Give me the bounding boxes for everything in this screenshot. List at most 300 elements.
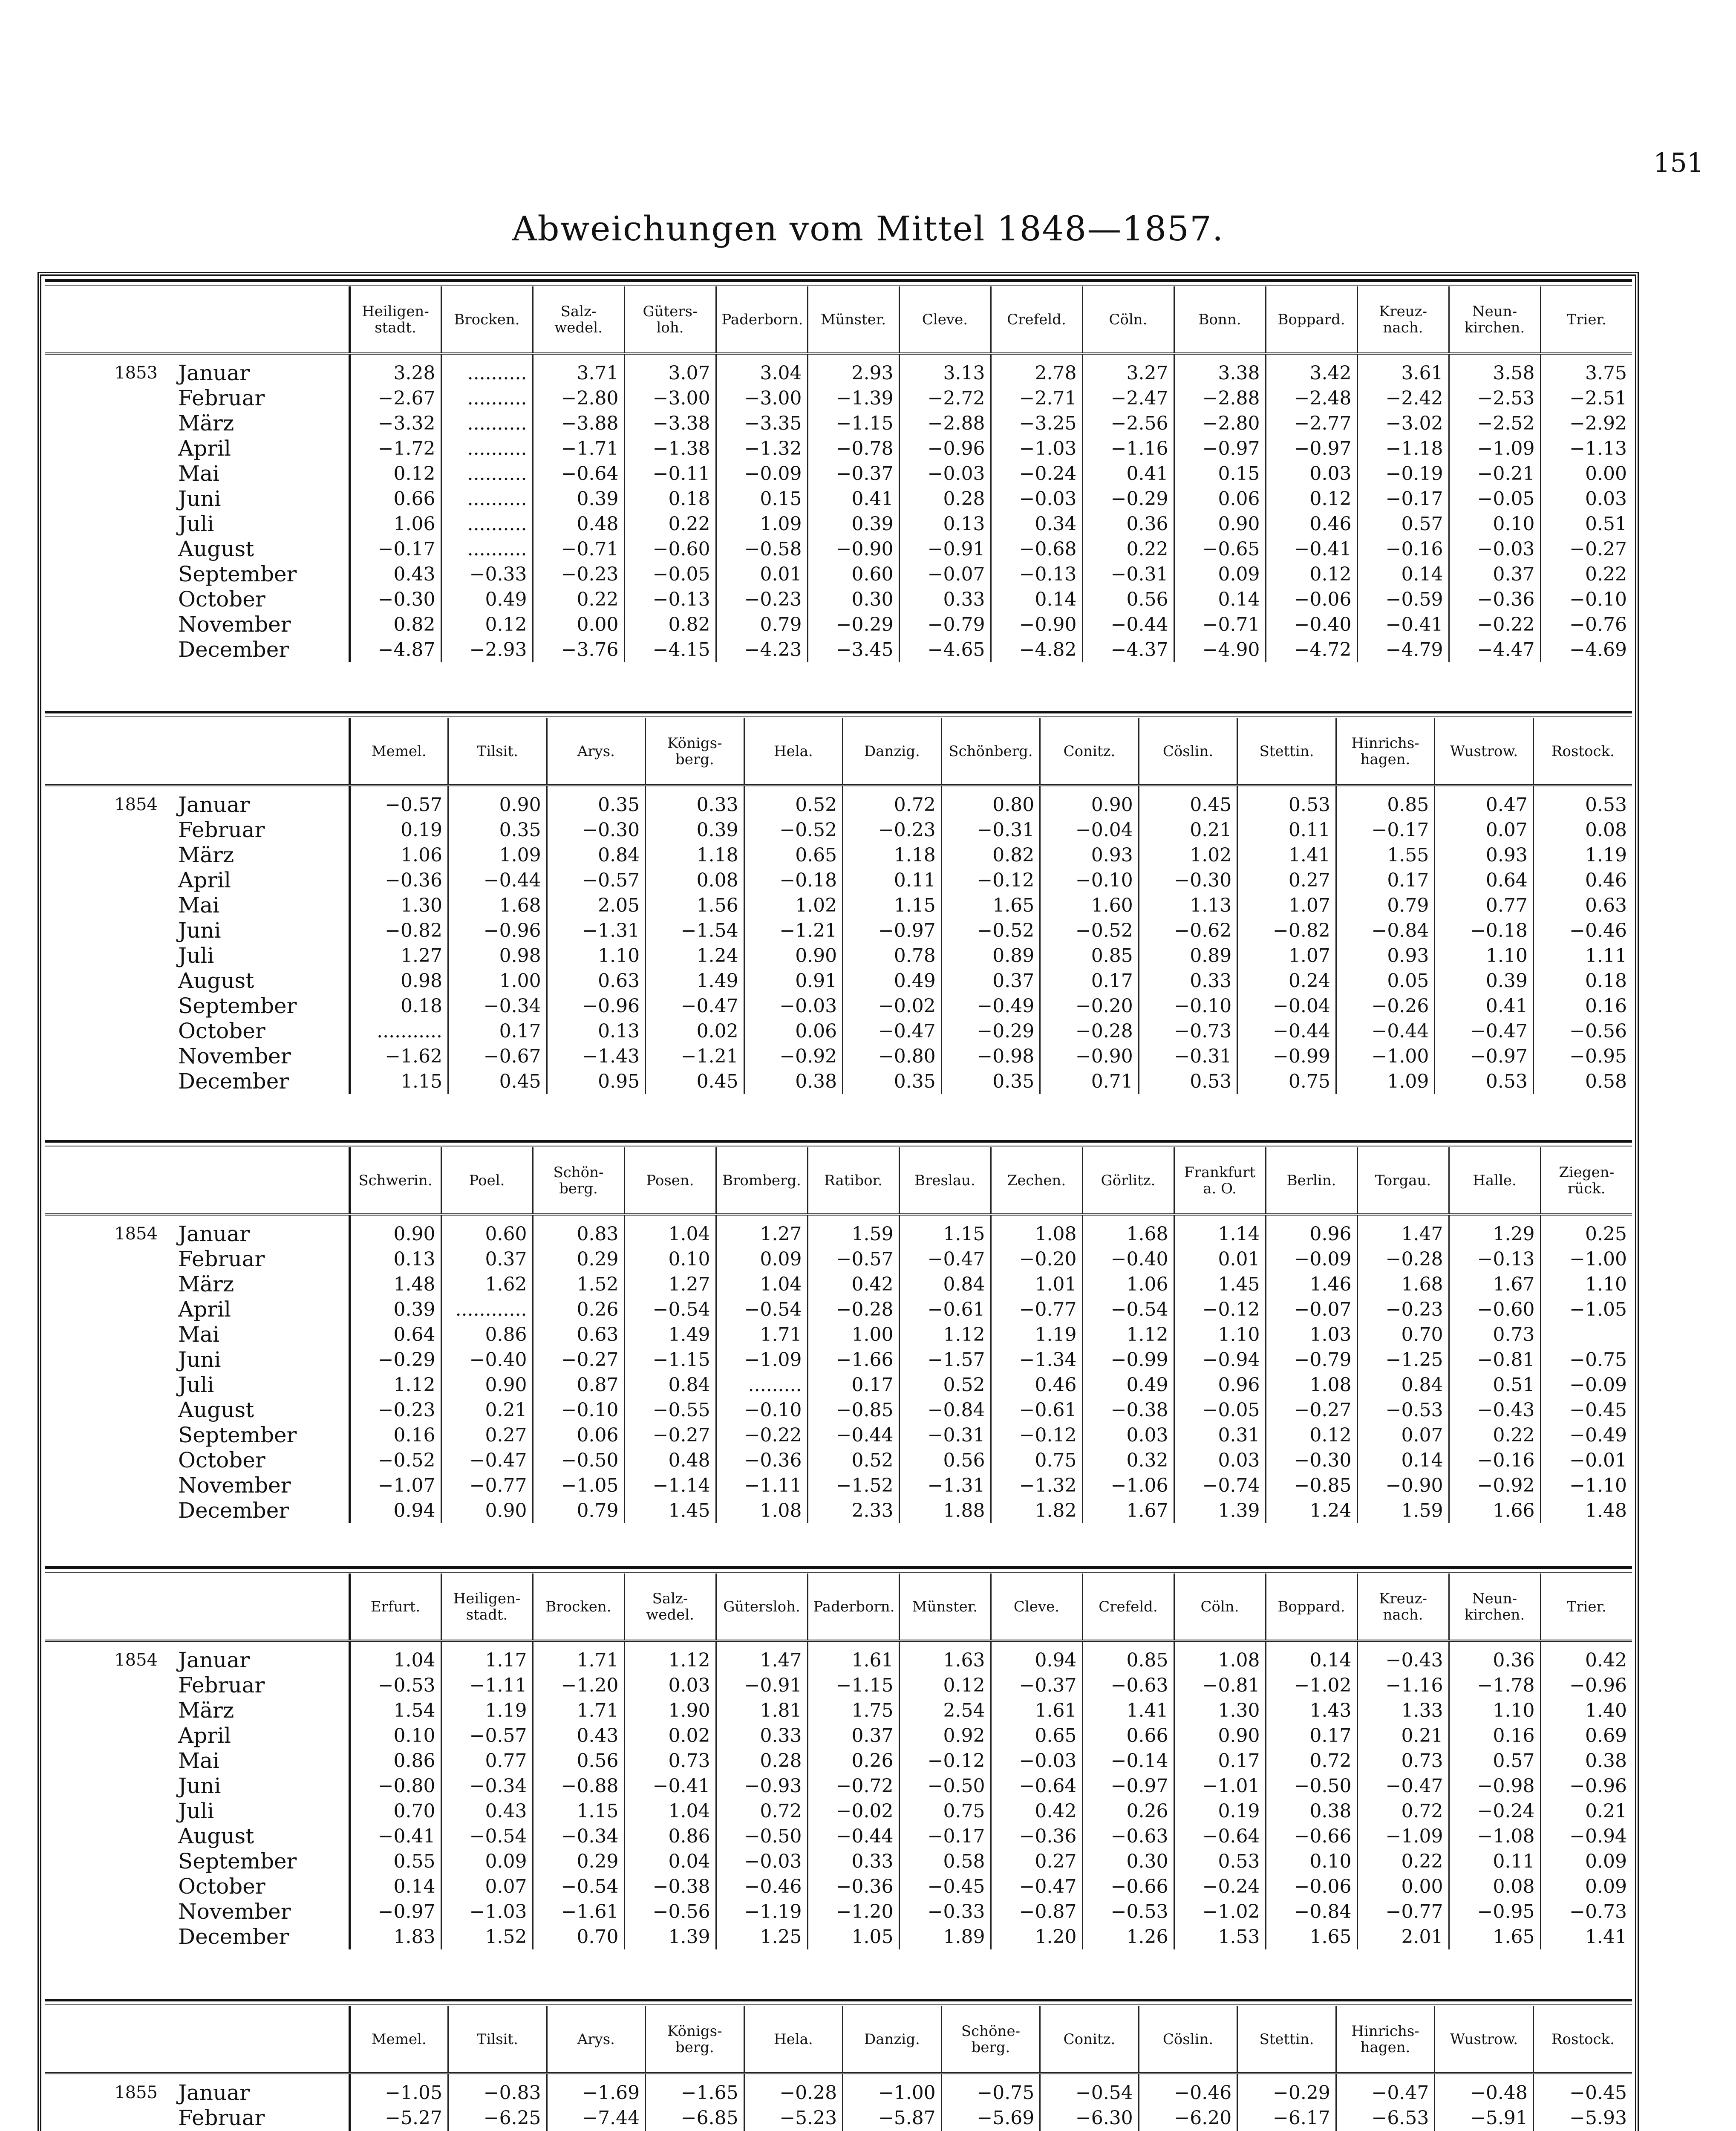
value-cell: 1.41 bbox=[1540, 1924, 1632, 1949]
value-cell: 0.80 bbox=[941, 785, 1040, 818]
value-cell: 0.46 bbox=[991, 1372, 1082, 1398]
value-cell: −3.76 bbox=[533, 637, 624, 662]
table-row bbox=[45, 1924, 1632, 1949]
table-section-1853 bbox=[45, 286, 1632, 662]
value-cell: 0.22 bbox=[1082, 537, 1174, 562]
value-cell: −0.87 bbox=[991, 1899, 1082, 1924]
table-row bbox=[45, 486, 1632, 511]
value-cell: −0.82 bbox=[349, 918, 448, 943]
table-row bbox=[45, 1498, 1632, 1523]
station-header: Schöne-berg. bbox=[941, 2006, 1040, 2073]
station-header: Hela. bbox=[744, 718, 843, 785]
value-cell: −0.29 bbox=[807, 612, 899, 637]
month-label: April bbox=[178, 868, 231, 892]
station-header: Torgau. bbox=[1357, 1147, 1449, 1215]
data-table bbox=[45, 1574, 1632, 1949]
table-row bbox=[45, 1272, 1632, 1297]
value-cell: 0.95 bbox=[547, 1069, 646, 1094]
value-cell: 1.06 bbox=[349, 511, 441, 537]
value-cell: −0.57 bbox=[349, 785, 448, 818]
value-cell: −0.47 bbox=[441, 1448, 533, 1473]
value-cell: 3.58 bbox=[1449, 354, 1540, 386]
value-cell: −0.23 bbox=[843, 817, 942, 843]
value-cell: −0.52 bbox=[744, 817, 843, 843]
table-row bbox=[45, 411, 1632, 436]
value-cell: 1.53 bbox=[1174, 1924, 1266, 1949]
value-cell: 0.70 bbox=[349, 1799, 441, 1824]
value-cell: −0.75 bbox=[941, 2073, 1040, 2106]
value-cell: −0.28 bbox=[744, 2073, 843, 2106]
value-cell: −0.13 bbox=[991, 562, 1082, 587]
value-cell: −0.17 bbox=[899, 1824, 991, 1849]
value-cell: −1.21 bbox=[646, 1044, 744, 1069]
value-cell: −0.83 bbox=[448, 2073, 547, 2106]
value-cell: −0.53 bbox=[1082, 1899, 1174, 1924]
station-header: Heiligen-stadt. bbox=[349, 286, 441, 354]
value-cell: 0.63 bbox=[1533, 893, 1632, 918]
station-header: Memel. bbox=[349, 2006, 448, 2073]
value-cell: −0.97 bbox=[1174, 436, 1266, 461]
value-cell: 0.96 bbox=[1174, 1372, 1266, 1398]
value-cell: −1.05 bbox=[1540, 1297, 1632, 1322]
value-cell: −0.27 bbox=[533, 1347, 624, 1372]
value-cell: 0.39 bbox=[646, 817, 744, 843]
month-label: September bbox=[178, 562, 297, 586]
value-cell: 0.14 bbox=[1357, 562, 1449, 587]
value-cell: 0.64 bbox=[349, 1322, 441, 1347]
value-cell: 2.05 bbox=[547, 893, 646, 918]
value-cell: −0.37 bbox=[807, 461, 899, 486]
value-cell: 0.07 bbox=[441, 1874, 533, 1899]
value-cell: 0.25 bbox=[1540, 1215, 1632, 1247]
value-cell: −0.04 bbox=[1237, 993, 1336, 1019]
value-cell: 0.14 bbox=[349, 1874, 441, 1899]
value-cell: −0.98 bbox=[1449, 1773, 1540, 1799]
value-cell: −1.25 bbox=[1357, 1347, 1449, 1372]
station-header: Arys. bbox=[547, 2006, 646, 2073]
value-cell: 0.90 bbox=[1174, 511, 1266, 537]
value-cell: −0.23 bbox=[349, 1398, 441, 1423]
value-cell: −0.44 bbox=[1336, 1019, 1435, 1044]
value-cell: 0.58 bbox=[899, 1849, 991, 1874]
value-cell: 1.30 bbox=[349, 893, 448, 918]
value-cell: −0.36 bbox=[1449, 587, 1540, 612]
table-row bbox=[45, 1069, 1632, 1094]
value-cell: −1.71 bbox=[533, 436, 624, 461]
value-cell: −0.72 bbox=[807, 1773, 899, 1799]
month-label: October bbox=[178, 1448, 265, 1473]
value-cell: −1.19 bbox=[716, 1899, 807, 1924]
value-cell: −0.54 bbox=[1040, 2073, 1139, 2106]
value-cell: 0.22 bbox=[1540, 562, 1632, 587]
table-row bbox=[45, 993, 1632, 1019]
value-cell: −0.62 bbox=[1139, 918, 1237, 943]
station-header: Crefeld. bbox=[1082, 1574, 1174, 1641]
value-cell: 1.15 bbox=[899, 1215, 991, 1247]
value-cell: −0.90 bbox=[991, 612, 1082, 637]
value-cell: 1.71 bbox=[533, 1641, 624, 1673]
year-cell bbox=[45, 1773, 170, 1799]
value-cell: −3.88 bbox=[533, 411, 624, 436]
value-cell: −0.09 bbox=[1266, 1247, 1357, 1272]
value-cell: −0.64 bbox=[1174, 1824, 1266, 1849]
value-cell: 1.20 bbox=[991, 1924, 1082, 1949]
table-row bbox=[45, 386, 1632, 411]
value-cell: 0.90 bbox=[441, 1372, 533, 1398]
value-cell: −0.01 bbox=[1540, 1448, 1632, 1473]
year-cell bbox=[45, 817, 170, 843]
value-cell: −0.18 bbox=[744, 868, 843, 893]
year-cell bbox=[45, 562, 170, 587]
value-cell: 3.42 bbox=[1266, 354, 1357, 386]
value-cell: 1.15 bbox=[349, 1069, 448, 1094]
value-cell bbox=[1540, 1322, 1632, 1347]
station-header: Conitz. bbox=[1040, 2006, 1139, 2073]
value-cell: 1.48 bbox=[349, 1272, 441, 1297]
section-rule bbox=[45, 2004, 1632, 2005]
value-cell: .......... bbox=[441, 461, 533, 486]
year-cell bbox=[45, 893, 170, 918]
value-cell: 1.01 bbox=[991, 1272, 1082, 1297]
value-cell: −0.19 bbox=[1357, 461, 1449, 486]
year-cell bbox=[45, 612, 170, 637]
value-cell: 0.06 bbox=[533, 1423, 624, 1448]
value-cell: −0.14 bbox=[1082, 1748, 1174, 1773]
value-cell: 0.07 bbox=[1435, 817, 1534, 843]
table-row bbox=[45, 436, 1632, 461]
header-year-cell bbox=[45, 286, 170, 354]
value-cell: −0.47 bbox=[1357, 1773, 1449, 1799]
value-cell: −0.46 bbox=[1139, 2073, 1237, 2106]
value-cell: −1.21 bbox=[744, 918, 843, 943]
value-cell: −0.99 bbox=[1082, 1347, 1174, 1372]
value-cell: 0.15 bbox=[716, 486, 807, 511]
value-cell: 0.00 bbox=[533, 612, 624, 637]
value-cell: −0.07 bbox=[1266, 1297, 1357, 1322]
value-cell: −0.11 bbox=[624, 461, 716, 486]
value-cell: 0.60 bbox=[441, 1215, 533, 1247]
value-cell: 0.79 bbox=[716, 612, 807, 637]
year-cell bbox=[45, 1473, 170, 1498]
value-cell: 1.15 bbox=[843, 893, 942, 918]
value-cell: 0.86 bbox=[441, 1322, 533, 1347]
value-cell: −0.64 bbox=[991, 1773, 1082, 1799]
value-cell: 0.48 bbox=[624, 1448, 716, 1473]
value-cell: −0.30 bbox=[1139, 868, 1237, 893]
value-cell: 1.81 bbox=[716, 1698, 807, 1723]
value-cell: 0.02 bbox=[624, 1723, 716, 1748]
value-cell: 0.33 bbox=[807, 1849, 899, 1874]
station-header: Zechen. bbox=[991, 1147, 1082, 1215]
year-cell bbox=[45, 918, 170, 943]
value-cell: 0.72 bbox=[843, 785, 942, 818]
value-cell: 0.72 bbox=[1357, 1799, 1449, 1824]
value-cell: 0.30 bbox=[807, 587, 899, 612]
station-header: Posen. bbox=[624, 1147, 716, 1215]
value-cell: 1.14 bbox=[1174, 1215, 1266, 1247]
table-row bbox=[45, 918, 1632, 943]
station-header: Erfurt. bbox=[349, 1574, 441, 1641]
value-cell: −0.96 bbox=[899, 436, 991, 461]
value-cell: 0.90 bbox=[349, 1215, 441, 1247]
value-cell: 0.03 bbox=[624, 1673, 716, 1698]
month-label: November bbox=[178, 1473, 291, 1498]
value-cell: −1.09 bbox=[1357, 1824, 1449, 1849]
section-rule bbox=[45, 285, 1632, 286]
value-cell: −1.03 bbox=[991, 436, 1082, 461]
table-row bbox=[45, 1322, 1632, 1347]
value-cell: 1.49 bbox=[624, 1322, 716, 1347]
value-cell: −0.46 bbox=[1533, 918, 1632, 943]
value-cell: 0.12 bbox=[349, 461, 441, 486]
month-label: December bbox=[178, 1069, 289, 1094]
value-cell: 0.57 bbox=[1449, 1748, 1540, 1773]
value-cell: −0.47 bbox=[843, 1019, 942, 1044]
value-cell: 0.35 bbox=[941, 1069, 1040, 1094]
station-header: Neun-kirchen. bbox=[1449, 286, 1540, 354]
value-cell: −1.03 bbox=[441, 1899, 533, 1924]
month-label: April bbox=[178, 1723, 231, 1748]
month-label: Juli bbox=[178, 943, 214, 968]
year-cell bbox=[45, 1044, 170, 1069]
section-rule bbox=[45, 1999, 1632, 2001]
header-month-cell bbox=[170, 1574, 349, 1641]
value-cell: 0.42 bbox=[991, 1799, 1082, 1824]
value-cell: 0.69 bbox=[1540, 1723, 1632, 1748]
station-header: Poel. bbox=[441, 1147, 533, 1215]
year-cell bbox=[45, 1247, 170, 1272]
value-cell: −0.20 bbox=[1040, 993, 1139, 1019]
value-cell: −0.10 bbox=[1139, 993, 1237, 1019]
table-row bbox=[45, 1641, 1632, 1673]
year-cell bbox=[45, 1272, 170, 1297]
value-cell: 0.12 bbox=[1266, 486, 1357, 511]
value-cell: −0.41 bbox=[1357, 612, 1449, 637]
value-cell: −0.22 bbox=[716, 1423, 807, 1448]
value-cell: −0.49 bbox=[1540, 1423, 1632, 1448]
station-header: Königs-berg. bbox=[646, 718, 744, 785]
table-section-1854-west bbox=[45, 1574, 1632, 1949]
value-cell: 1.89 bbox=[899, 1924, 991, 1949]
month-label: April bbox=[178, 1297, 231, 1322]
month-label: August bbox=[178, 1824, 254, 1848]
header-month-cell bbox=[170, 718, 349, 785]
table-row bbox=[45, 354, 1632, 386]
value-cell: −1.31 bbox=[899, 1473, 991, 1498]
month-label: December bbox=[178, 637, 289, 662]
value-cell: −0.10 bbox=[533, 1398, 624, 1423]
value-cell: −6.53 bbox=[1336, 2105, 1435, 2131]
value-cell: 0.45 bbox=[646, 1069, 744, 1094]
value-cell: 0.38 bbox=[1266, 1799, 1357, 1824]
value-cell: 1.82 bbox=[991, 1498, 1082, 1523]
value-cell: −0.27 bbox=[1540, 537, 1632, 562]
value-cell: −2.56 bbox=[1082, 411, 1174, 436]
value-cell: −0.96 bbox=[547, 993, 646, 1019]
header-month-cell bbox=[170, 1147, 349, 1215]
value-cell: 3.71 bbox=[533, 354, 624, 386]
value-cell: −1.66 bbox=[807, 1347, 899, 1372]
station-header: Conitz. bbox=[1040, 718, 1139, 785]
value-cell: 0.45 bbox=[448, 1069, 547, 1094]
value-cell: 2.93 bbox=[807, 354, 899, 386]
value-cell: 0.08 bbox=[1449, 1874, 1540, 1899]
value-cell: −1.54 bbox=[646, 918, 744, 943]
value-cell: −0.97 bbox=[349, 1899, 441, 1924]
month-label: August bbox=[178, 537, 254, 561]
value-cell: 0.70 bbox=[533, 1924, 624, 1949]
section-rule bbox=[45, 711, 1632, 713]
value-cell: −0.91 bbox=[716, 1673, 807, 1698]
value-cell: 0.37 bbox=[807, 1723, 899, 1748]
table-row bbox=[45, 1698, 1632, 1723]
value-cell: 0.45 bbox=[1139, 785, 1237, 818]
value-cell: −0.53 bbox=[349, 1673, 441, 1698]
value-cell: .......... bbox=[441, 386, 533, 411]
header-year-cell bbox=[45, 718, 170, 785]
value-cell: −0.54 bbox=[624, 1297, 716, 1322]
value-cell: −0.17 bbox=[1357, 486, 1449, 511]
value-cell: 0.85 bbox=[1040, 943, 1139, 968]
value-cell: 0.30 bbox=[1082, 1849, 1174, 1874]
value-cell: −0.40 bbox=[1266, 612, 1357, 637]
table-row bbox=[45, 893, 1632, 918]
station-header: Brocken. bbox=[441, 286, 533, 354]
year-cell bbox=[45, 1372, 170, 1398]
value-cell: 0.94 bbox=[991, 1641, 1082, 1673]
value-cell: 0.06 bbox=[1174, 486, 1266, 511]
value-cell: −5.69 bbox=[941, 2105, 1040, 2131]
value-cell: 0.37 bbox=[441, 1247, 533, 1272]
value-cell: −6.30 bbox=[1040, 2105, 1139, 2131]
value-cell: −0.97 bbox=[1082, 1773, 1174, 1799]
value-cell: −0.48 bbox=[1435, 2073, 1534, 2106]
station-header: Schwerin. bbox=[349, 1147, 441, 1215]
value-cell: −1.32 bbox=[716, 436, 807, 461]
month-label: Januar bbox=[178, 792, 250, 817]
value-cell: −0.54 bbox=[441, 1824, 533, 1849]
month-label: März bbox=[178, 1698, 234, 1723]
value-cell: −4.72 bbox=[1266, 637, 1357, 662]
value-cell: −0.18 bbox=[1435, 918, 1534, 943]
value-cell: −0.40 bbox=[441, 1347, 533, 1372]
value-cell: −0.28 bbox=[807, 1297, 899, 1322]
value-cell: −0.28 bbox=[1357, 1247, 1449, 1272]
value-cell: 0.04 bbox=[624, 1849, 716, 1874]
year-cell: 1853 bbox=[114, 363, 158, 383]
month-label: Juni bbox=[178, 1773, 221, 1798]
value-cell: 0.53 bbox=[1533, 785, 1632, 818]
value-cell: 0.17 bbox=[1266, 1723, 1357, 1748]
value-cell: −2.93 bbox=[441, 637, 533, 662]
value-cell: 0.10 bbox=[624, 1247, 716, 1272]
value-cell: −1.07 bbox=[349, 1473, 441, 1498]
value-cell: 0.82 bbox=[941, 843, 1040, 868]
value-cell: −0.85 bbox=[807, 1398, 899, 1423]
year-cell bbox=[45, 1924, 170, 1949]
value-cell: −6.25 bbox=[448, 2105, 547, 2131]
value-cell: −1.05 bbox=[533, 1473, 624, 1498]
value-cell: 1.45 bbox=[1174, 1272, 1266, 1297]
value-cell: −1.52 bbox=[807, 1473, 899, 1498]
header-year-cell bbox=[45, 1574, 170, 1641]
value-cell: −0.38 bbox=[624, 1874, 716, 1899]
year-cell bbox=[45, 1748, 170, 1773]
value-cell: −1.61 bbox=[533, 1899, 624, 1924]
value-cell: −4.79 bbox=[1357, 637, 1449, 662]
value-cell: 1.04 bbox=[349, 1641, 441, 1673]
station-header: Paderborn. bbox=[807, 1574, 899, 1641]
value-cell: 0.13 bbox=[349, 1247, 441, 1272]
year-cell bbox=[45, 1498, 170, 1523]
value-cell: −0.80 bbox=[349, 1773, 441, 1799]
value-cell: −0.81 bbox=[1449, 1347, 1540, 1372]
year-cell bbox=[45, 1849, 170, 1874]
value-cell: −0.03 bbox=[1449, 537, 1540, 562]
value-cell: .......... bbox=[441, 411, 533, 436]
value-cell: 1.19 bbox=[991, 1322, 1082, 1347]
value-cell: 1.11 bbox=[1533, 943, 1632, 968]
value-cell: 0.43 bbox=[441, 1799, 533, 1824]
value-cell: 1.27 bbox=[624, 1272, 716, 1297]
value-cell: 0.01 bbox=[1174, 1247, 1266, 1272]
value-cell: −0.20 bbox=[991, 1247, 1082, 1272]
value-cell: 0.03 bbox=[1174, 1448, 1266, 1473]
table-row bbox=[45, 1849, 1632, 1874]
station-header: Brocken. bbox=[533, 1574, 624, 1641]
value-cell: 1.55 bbox=[1336, 843, 1435, 868]
value-cell: −0.79 bbox=[1266, 1347, 1357, 1372]
value-cell: 1.12 bbox=[349, 1372, 441, 1398]
value-cell: −0.29 bbox=[941, 1019, 1040, 1044]
value-cell: −1.08 bbox=[1449, 1824, 1540, 1849]
station-header: Arys. bbox=[547, 718, 646, 785]
header-month-cell bbox=[170, 286, 349, 354]
value-cell: 0.94 bbox=[349, 1498, 441, 1523]
month-label: Februar bbox=[178, 1673, 265, 1698]
value-cell: −4.37 bbox=[1082, 637, 1174, 662]
value-cell: 0.72 bbox=[716, 1799, 807, 1824]
month-label: September bbox=[178, 1423, 297, 1447]
value-cell: −0.47 bbox=[1435, 1019, 1534, 1044]
year-cell bbox=[45, 1019, 170, 1044]
month-label: Mai bbox=[178, 461, 219, 486]
month-label: Juni bbox=[178, 486, 221, 511]
value-cell: 0.90 bbox=[448, 785, 547, 818]
value-cell: 0.00 bbox=[1540, 461, 1632, 486]
value-cell: 0.09 bbox=[1540, 1849, 1632, 1874]
table-row bbox=[45, 1824, 1632, 1849]
value-cell: 0.65 bbox=[744, 843, 843, 868]
value-cell: −0.41 bbox=[349, 1824, 441, 1849]
year-cell: 1855 bbox=[114, 2083, 158, 2102]
value-cell: −0.30 bbox=[349, 587, 441, 612]
value-cell: 0.00 bbox=[1357, 1874, 1449, 1899]
value-cell: 1.04 bbox=[716, 1272, 807, 1297]
value-cell: −1.00 bbox=[843, 2073, 942, 2106]
year-cell bbox=[45, 1723, 170, 1748]
value-cell: −1.20 bbox=[807, 1899, 899, 1924]
month-label: Februar bbox=[178, 2105, 265, 2130]
value-cell: 0.47 bbox=[1435, 785, 1534, 818]
value-cell: 0.10 bbox=[1266, 1849, 1357, 1874]
value-cell: −0.95 bbox=[1449, 1899, 1540, 1924]
value-cell: −0.81 bbox=[1174, 1673, 1266, 1698]
value-cell: −1.32 bbox=[991, 1473, 1082, 1498]
value-cell: 1.18 bbox=[843, 843, 942, 868]
value-cell: −0.31 bbox=[1139, 1044, 1237, 1069]
value-cell: 0.17 bbox=[1174, 1748, 1266, 1773]
